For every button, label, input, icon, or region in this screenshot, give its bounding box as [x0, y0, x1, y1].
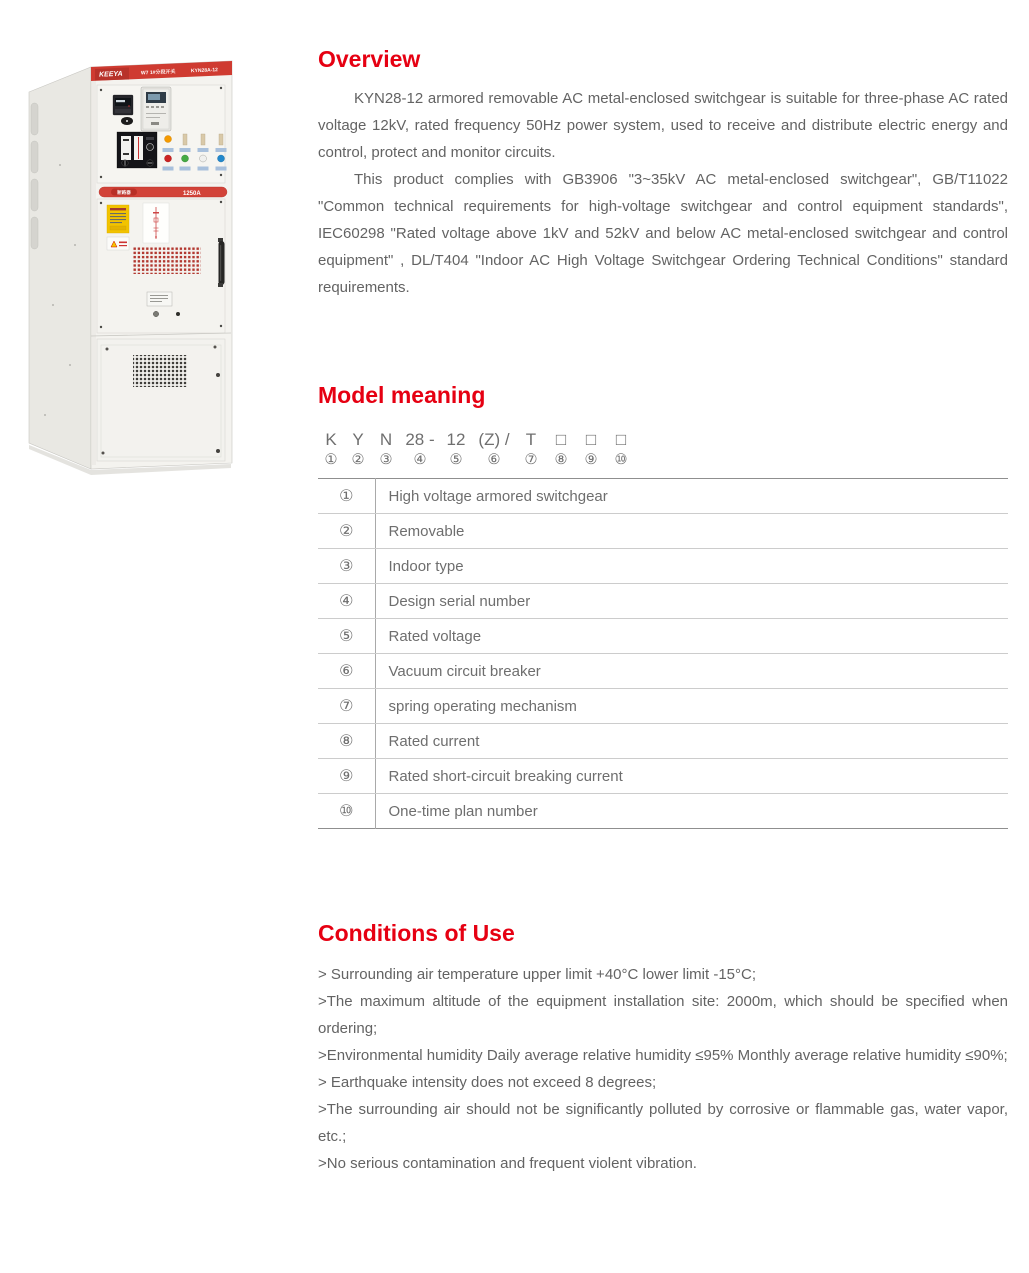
model-code-part — [344, 430, 372, 468]
condition-item: > Surrounding air temperature upper limit +40°C lower limit -15°C; — [318, 966, 757, 983]
condition-item: > Earthquake intensity does not exceed 8 degrees; — [318, 1074, 657, 1091]
cabinet-upper-door — [97, 85, 227, 183]
model-code-part — [516, 430, 546, 468]
model-table-row — [318, 549, 1008, 584]
model-table-row — [318, 584, 1008, 619]
model-code-part — [400, 430, 440, 468]
model-table-description: Removable — [375, 514, 1008, 549]
model-code-symbol: □ — [555, 430, 567, 449]
overview-paragraphs — [318, 85, 1008, 301]
model-meaning-heading: Model meaning — [318, 382, 486, 408]
model-code-number: ⑤ — [449, 452, 463, 468]
model-code-number: ⑨ — [584, 452, 598, 468]
model-code — [318, 430, 1008, 468]
model-code-part — [318, 430, 344, 468]
model-table-number: ④ — [318, 584, 375, 619]
model-table-number: ⑥ — [318, 654, 375, 689]
model-code-part — [472, 430, 516, 468]
conditions-list — [318, 961, 1008, 1177]
model-code-number: ⑩ — [614, 452, 628, 468]
model-table-number: ⑨ — [318, 759, 375, 794]
model-table-description: Rated current — [375, 724, 1008, 759]
model-code-symbol: N — [379, 430, 393, 449]
model-table-number: ⑧ — [318, 724, 375, 759]
condition-item: >The maximum altitude of the equipment installation site: 2000m, which should be specified when ordering; — [318, 993, 1008, 1037]
warning-label — [107, 205, 129, 233]
model-table-description: Rated voltage — [375, 619, 1008, 654]
protection-relay — [141, 87, 171, 131]
model-table-row — [318, 479, 1008, 514]
model-table-description: spring operating mechanism — [375, 689, 1008, 724]
model-code-symbol: (Z) / — [478, 430, 510, 449]
condition-item: >Environmental humidity Daily average relative humidity ≤95% Monthly average relative humidity ≤90%; — [318, 1047, 1008, 1064]
breaker-label: 断路器 — [117, 190, 131, 195]
overview-section — [318, 46, 1008, 301]
door-screw — [176, 312, 180, 316]
condition-item: >The surrounding air should not be significantly polluted by corrosive or flammable gas, water vapor, etc.; — [318, 1101, 1008, 1145]
model-code-symbol: □ — [585, 430, 597, 449]
model-code-symbol: K — [325, 430, 337, 449]
key-lock — [121, 117, 133, 125]
circuit-diagram-panel — [143, 203, 169, 243]
model-table-number: ⑤ — [318, 619, 375, 654]
model-table-description: Indoor type — [375, 549, 1008, 584]
model-table-row — [318, 654, 1008, 689]
model-table-number: ① — [318, 479, 375, 514]
mimic-diagram-panel — [117, 132, 157, 168]
condition-item: >No serious contamination and frequent violent vibration. — [318, 1155, 697, 1172]
model-table-number: ⑩ — [318, 794, 375, 829]
model-table-number: ⑦ — [318, 689, 375, 724]
vent-grille-middle — [133, 246, 201, 274]
model-meaning-table — [318, 478, 1008, 829]
model-code-part — [440, 430, 472, 468]
overview-heading: Overview — [318, 46, 421, 72]
rated-current-label: 1250A — [183, 190, 201, 197]
model-code-part — [372, 430, 400, 468]
model-table-description: One-time plan number — [388, 802, 538, 820]
cabinet-feeder-label: W7 1#分段开关 — [140, 68, 176, 77]
rated-current-band — [99, 187, 227, 197]
model-code-number: ⑧ — [554, 452, 568, 468]
model-table-number: ② — [318, 514, 375, 549]
model-table-description: High voltage armored switchgear — [375, 479, 1008, 514]
model-code-symbol: T — [525, 430, 537, 449]
model-code-number: ⑥ — [487, 452, 501, 468]
conditions-heading: Conditions of Use — [318, 920, 515, 946]
model-meaning-section — [318, 382, 1008, 829]
model-code-number: ③ — [379, 452, 393, 468]
cabinet-middle-door — [97, 199, 225, 333]
model-table-row — [318, 514, 1008, 549]
cabinet-model-text: KYN28A-12 — [190, 67, 219, 75]
nameplate — [147, 292, 172, 306]
model-code-symbol: 12 — [446, 430, 466, 449]
model-code-part — [576, 430, 606, 468]
model-code-symbol: □ — [615, 430, 627, 449]
door-handle — [218, 238, 225, 287]
model-table-description: Rated short-circuit breaking current — [375, 759, 1008, 794]
overview-paragraph: KYN28-12 armored removable AC metal-enclosed switchgear is suitable for three-phase AC rated voltage 12kV, rated frequency 50Hz power system, used to receive and distribute electric energy and control, protect and monitor circuits. — [318, 90, 1008, 161]
door-knob — [153, 311, 158, 316]
model-table-number: ③ — [318, 549, 375, 584]
vent-grille-lower — [133, 355, 187, 387]
electric-hazard-label — [107, 237, 129, 250]
digital-meter — [113, 95, 133, 115]
cabinet-lower-door — [91, 333, 231, 461]
model-table-description: Vacuum circuit breaker — [375, 654, 1008, 689]
cabinet-logo-text: KEEYA — [98, 70, 123, 79]
model-code-part — [546, 430, 576, 468]
model-code-symbol: 28 - — [405, 430, 435, 449]
model-table-row — [318, 724, 1008, 759]
model-code-symbol: Y — [352, 430, 364, 449]
model-code-number: ④ — [413, 452, 427, 468]
model-code-number: ⑦ — [524, 452, 538, 468]
cabinet-side-panel — [29, 67, 91, 469]
model-table-row — [318, 689, 1008, 724]
overview-paragraph: This product complies with GB3906 "3~35kV AC metal-enclosed switchgear", GB/T11022 "Common technical requirements for high-voltage switchgear and control equipment standards", IEC60298 "Rated voltage above 1kV and 52kV and below AC metal-enclosed switchgear and control equipment" , DL/T404 "Indoor AC High Voltage Switchgear Ordering Technical Conditions" standard requirements. — [318, 171, 1008, 296]
model-table-row — [318, 759, 1008, 794]
product-image — [15, 45, 235, 480]
model-code-number: ① — [324, 452, 338, 468]
conditions-section — [318, 920, 1008, 1177]
model-table-description: Design serial number — [375, 584, 1008, 619]
switchgear-cabinet-illustration — [15, 45, 235, 480]
model-table-row — [318, 619, 1008, 654]
model-code-number: ② — [351, 452, 365, 468]
model-code-part — [606, 430, 636, 468]
model-table-row — [318, 794, 1008, 829]
